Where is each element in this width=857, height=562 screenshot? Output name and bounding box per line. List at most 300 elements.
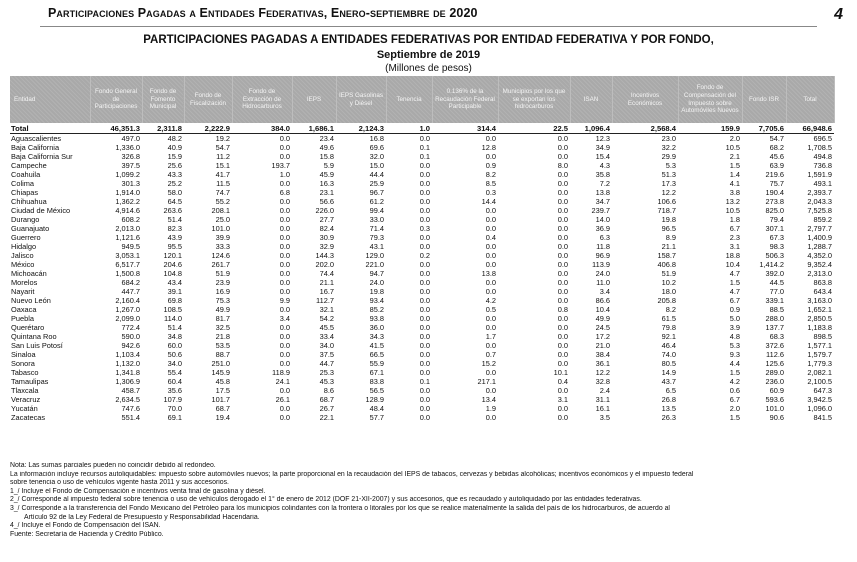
table-row xyxy=(10,215,834,224)
table-cell: 0.0 xyxy=(557,413,568,422)
table-cell: 0.7 xyxy=(485,350,496,359)
table-cell: 0.0 xyxy=(279,206,290,215)
table-cell: 10.5 xyxy=(725,206,740,215)
table-cell: 13.5 xyxy=(661,404,676,413)
table-cell: 159.9 xyxy=(678,123,742,134)
note-line: 1_/ Incluye el Fondo de Compensación e incentivos venta final de gasolina y diésel. xyxy=(10,487,266,495)
table-cell: 0.0 xyxy=(279,341,290,350)
table-cell: 1,591.9 xyxy=(807,170,832,179)
table-cell: 68.7 xyxy=(215,404,230,413)
table-header-row xyxy=(10,76,834,123)
table-cell: 2.1 xyxy=(729,152,740,161)
table-cell: 0.0 xyxy=(557,179,568,188)
table-cell: 32.9 xyxy=(319,242,334,251)
table-cell: 70.0 xyxy=(167,404,182,413)
table-cell: 80.5 xyxy=(661,359,676,368)
entity-name: Baja California xyxy=(11,143,60,152)
table-cell: 1,267.0 xyxy=(115,305,140,314)
table-cell: 49.9 xyxy=(595,314,610,323)
entity-name: Jalisco xyxy=(11,251,34,260)
table-cell: 718.7 xyxy=(657,206,676,215)
table-cell: 3,163.0 xyxy=(807,296,832,305)
table-cell: 44.4 xyxy=(369,170,384,179)
table-cell: 8.2 xyxy=(485,170,496,179)
table-cell: 51.9 xyxy=(661,269,676,278)
table-cell: 0.0 xyxy=(557,332,568,341)
table-cell: 5.3 xyxy=(729,341,740,350)
table-cell: 0.0 xyxy=(279,233,290,242)
table-cell: 551.4 xyxy=(121,413,140,422)
table-cell: 10.2 xyxy=(661,278,676,287)
table-cell: 3.8 xyxy=(729,188,740,197)
table-cell: 12.2 xyxy=(595,368,610,377)
table-cell: 26.7 xyxy=(319,404,334,413)
table-cell: 43.3 xyxy=(167,170,182,179)
table-cell: 0.4 xyxy=(557,377,568,386)
table-cell: 289.0 xyxy=(765,368,784,377)
table-cell: 239.7 xyxy=(591,206,610,215)
table-row xyxy=(10,413,834,422)
table-cell: 3,053.1 xyxy=(115,251,140,260)
table-cell: 18.0 xyxy=(661,287,676,296)
table-cell: 0.0 xyxy=(419,323,430,332)
table-cell: 7,525.8 xyxy=(807,206,832,215)
table-cell: 12.8 xyxy=(481,143,496,152)
entity-name: Chiapas xyxy=(11,188,39,197)
table-cell: 101.0 xyxy=(765,404,784,413)
table-cell: 35.6 xyxy=(167,386,182,395)
table-cell: 67.3 xyxy=(769,233,784,242)
table-units: (Millones de pesos) xyxy=(385,63,472,74)
table-cell: 273.8 xyxy=(765,197,784,206)
table-cell: 8.2 xyxy=(665,305,676,314)
entity-name: Sinaloa xyxy=(11,350,36,359)
table-cell: 17.2 xyxy=(595,332,610,341)
table-cell: 32.1 xyxy=(319,305,334,314)
entity-name: México xyxy=(11,260,35,269)
table-cell: 1,414.2 xyxy=(759,260,784,269)
table-cell: 208.1 xyxy=(211,206,230,215)
table-row xyxy=(10,134,834,144)
table-cell: 0.0 xyxy=(419,269,430,278)
table-cell: 0.0 xyxy=(279,269,290,278)
table-cell: 0.0 xyxy=(485,224,496,233)
column-header: 0.136% de la Recaudación Federal Participable xyxy=(432,76,498,123)
table-cell: 107.9 xyxy=(163,395,182,404)
table-cell: 26.1 xyxy=(275,395,290,404)
entity-name: Coahuila xyxy=(11,170,41,179)
table-cell: 69.8 xyxy=(167,296,182,305)
table-cell: 108.5 xyxy=(163,305,182,314)
table-cell: 0.4 xyxy=(485,233,496,242)
table-cell: 32.5 xyxy=(215,323,230,332)
table-cell: 0.0 xyxy=(485,152,496,161)
table-cell: 24.5 xyxy=(595,323,610,332)
note-line: 4_/ Incluye el Fondo de Compensación del ISAN. xyxy=(10,522,161,530)
table-cell: 0.0 xyxy=(279,323,290,332)
table-cell: 0.0 xyxy=(557,242,568,251)
column-header: ISAN xyxy=(570,76,612,123)
table-cell: 0.0 xyxy=(279,359,290,368)
table-cell: 8.6 xyxy=(323,386,334,395)
table-cell: 2,850.5 xyxy=(807,314,832,323)
table-cell: 0.0 xyxy=(485,386,496,395)
table-row xyxy=(10,404,834,413)
table-cell: 79.4 xyxy=(769,215,784,224)
table-cell: 949.5 xyxy=(121,242,140,251)
table-cell: 0.0 xyxy=(279,404,290,413)
column-header: Fondo de Compensación del Impuesto sobre Automóviles Nuevos xyxy=(678,76,742,123)
table-cell: 112.6 xyxy=(766,350,784,359)
table-cell: 5.9 xyxy=(323,161,334,170)
table-cell: 36.9 xyxy=(595,224,610,233)
table-body xyxy=(10,123,834,422)
table-cell: 26.3 xyxy=(661,413,676,422)
table-cell: 1.5 xyxy=(729,161,740,170)
table-cell: 11.0 xyxy=(596,278,610,287)
table-cell: 647.3 xyxy=(813,386,832,395)
table-row xyxy=(10,206,834,215)
table-cell: 4.2 xyxy=(485,296,496,305)
table-cell: 0.0 xyxy=(557,296,568,305)
table-cell: 0.1 xyxy=(419,377,430,386)
table-cell: 0.1 xyxy=(419,143,430,152)
table-cell: 75.3 xyxy=(215,296,230,305)
note-line: La información incluye recursos autoliquidables: impuesto sobre automóviles nuevos; la parte proporcional en la recaudación del IEPS de tabacos, cervezas y bebidas alcohólicas; incentivos económicos y el impuesto federal xyxy=(10,470,694,478)
entity-name: Ciudad de México xyxy=(11,206,71,215)
table-cell: 74.4 xyxy=(319,269,334,278)
entity-name: Guerrero xyxy=(11,233,41,242)
table-cell: 43.7 xyxy=(661,377,676,386)
table-cell: 37.5 xyxy=(319,350,334,359)
table-cell: 48.2 xyxy=(167,134,182,143)
column-header: Incentivos Económicos xyxy=(612,76,678,123)
table-cell: 202.0 xyxy=(315,260,334,269)
table-cell: 2,124.3 xyxy=(336,123,386,134)
entity-name: Veracruz xyxy=(11,395,41,404)
table-cell: 859.2 xyxy=(813,215,832,224)
table-cell: 2,797.7 xyxy=(807,224,832,233)
table-cell: 0.0 xyxy=(279,179,290,188)
table-cell: 1,500.8 xyxy=(115,269,140,278)
table-cell: 93.4 xyxy=(369,296,384,305)
table-cell: 0.5 xyxy=(485,305,496,314)
table-cell: 34.3 xyxy=(369,332,384,341)
entity-name: Morelos xyxy=(11,278,38,287)
table-cell: 43.4 xyxy=(167,278,182,287)
table-cell: 45.8 xyxy=(215,377,230,386)
table-cell: 56.5 xyxy=(369,386,384,395)
table-row xyxy=(10,251,834,260)
table-cell: 1,103.4 xyxy=(115,350,140,359)
column-header: Municipios por los que se exportan los hidrocarburos xyxy=(498,76,570,123)
table-cell: 10.4 xyxy=(725,260,740,269)
table-row xyxy=(10,161,834,170)
table-cell: 0.0 xyxy=(557,152,568,161)
table-cell: 35.8 xyxy=(595,170,610,179)
table-cell: 21.8 xyxy=(215,332,230,341)
table-cell: 8.5 xyxy=(485,179,496,188)
table-cell: 88.5 xyxy=(769,305,784,314)
table-cell: 14.9 xyxy=(661,368,676,377)
table-cell: 6.5 xyxy=(665,386,676,395)
column-header: Fondo ISR xyxy=(742,76,786,123)
table-cell: 590.0 xyxy=(121,332,140,341)
table-cell: 1,096.0 xyxy=(807,404,832,413)
table-cell: 1.5 xyxy=(729,413,740,422)
table-cell: 0.0 xyxy=(485,413,496,422)
table-row xyxy=(10,386,834,395)
entity-name: Tamaulipas xyxy=(11,377,49,386)
table-cell: 0.0 xyxy=(419,134,430,143)
table-cell: 18.8 xyxy=(725,251,740,260)
table-cell: 49.6 xyxy=(319,143,334,152)
table-cell: 0.0 xyxy=(419,359,430,368)
table-cell: 16.9 xyxy=(215,287,230,296)
table-cell: 57.7 xyxy=(369,413,384,422)
table-cell: 6.3 xyxy=(599,233,610,242)
table-cell: 55.9 xyxy=(369,359,384,368)
entity-name: Campeche xyxy=(11,161,47,170)
table-cell: 6.7 xyxy=(729,296,740,305)
table-row xyxy=(10,395,834,404)
table-cell: 51.4 xyxy=(167,323,182,332)
table-cell: 15.4 xyxy=(595,152,610,161)
entity-name: Zacatecas xyxy=(11,413,46,422)
table-cell: 0.0 xyxy=(419,188,430,197)
table-cell: 45.9 xyxy=(319,170,334,179)
table-cell: 0.0 xyxy=(419,215,430,224)
table-cell: 205.8 xyxy=(657,296,676,305)
table-cell: 98.3 xyxy=(769,242,784,251)
table-cell: 0.0 xyxy=(419,305,430,314)
table-cell: 204.6 xyxy=(163,260,182,269)
table-cell: 0.0 xyxy=(279,413,290,422)
table-cell: 2,393.7 xyxy=(807,188,832,197)
table-cell: 1.4 xyxy=(729,170,740,179)
table-cell: 0.0 xyxy=(557,359,568,368)
table-cell: 0.0 xyxy=(485,341,496,350)
table-cell: 75.7 xyxy=(769,179,784,188)
table-cell: 101.7 xyxy=(211,395,230,404)
table-cell: 6,517.7 xyxy=(115,260,140,269)
table-cell: 23.0 xyxy=(661,134,676,143)
table-cell: 696.5 xyxy=(813,134,832,143)
table-cell: 3.5 xyxy=(599,413,610,422)
table-cell: 32.2 xyxy=(661,143,676,152)
table-cell: 0.0 xyxy=(279,332,290,341)
table-cell: 0.0 xyxy=(485,260,496,269)
table-cell: 1.8 xyxy=(729,215,740,224)
table-cell: 69.1 xyxy=(167,413,182,422)
table-cell: 0.0 xyxy=(419,350,430,359)
table-cell: 16.8 xyxy=(369,134,384,143)
table-row xyxy=(10,332,834,341)
table-cell: 158.7 xyxy=(657,251,676,260)
table-cell: 863.8 xyxy=(813,278,832,287)
table-cell: 112.7 xyxy=(316,296,334,305)
note-line: 2_/ Corresponde al impuesto federal sobre tenencia o uso de vehículos derogado el 1° de enero de 2012 (DOF 21-XII-2007) y sus accesorios, que es recaudado y autoliquidado por las entidades federativas. xyxy=(10,496,642,504)
table-cell: 32.0 xyxy=(369,152,384,161)
entity-name: San Luis Potosí xyxy=(11,341,63,350)
table-cell: 22.5 xyxy=(498,123,570,134)
entity-name: Baja California Sur xyxy=(11,152,73,161)
table-cell: 6.7 xyxy=(729,224,740,233)
table-cell: 0.0 xyxy=(557,233,568,242)
table-cell: 56.6 xyxy=(319,197,334,206)
table-cell: 0.9 xyxy=(485,161,496,170)
table-cell: 38.4 xyxy=(595,350,610,359)
table-cell: 217.1 xyxy=(477,377,496,386)
table-cell: 8.9 xyxy=(665,233,676,242)
table-cell: 0.0 xyxy=(557,278,568,287)
entity-name: Michoacán xyxy=(11,269,47,278)
column-header: Total xyxy=(786,76,834,123)
table-cell: 0.0 xyxy=(419,233,430,242)
table-cell: 95.5 xyxy=(167,242,182,251)
table-notes xyxy=(10,462,840,539)
table-cell: 0.0 xyxy=(419,197,430,206)
table-cell: 0.0 xyxy=(279,134,290,143)
table-cell: 2,099.0 xyxy=(115,314,140,323)
table-subtitle: Septiembre de 2019 xyxy=(376,49,481,61)
table-row xyxy=(10,269,834,278)
table-cell: 14.0 xyxy=(595,215,610,224)
table-cell: 0.0 xyxy=(419,296,430,305)
table-row xyxy=(10,323,834,332)
table-cell: 17.5 xyxy=(215,386,230,395)
table-cell: 0.0 xyxy=(279,215,290,224)
table-cell: 3.4 xyxy=(599,287,610,296)
table-cell: 34.0 xyxy=(167,359,182,368)
table-cell: 22.1 xyxy=(319,413,334,422)
table-cell: 13.4 xyxy=(481,395,496,404)
table-cell: 0.0 xyxy=(557,269,568,278)
table-cell: 68.3 xyxy=(769,332,784,341)
table-cell: 92.1 xyxy=(661,332,676,341)
table-cell: 0.0 xyxy=(485,278,496,287)
table-cell: 0.0 xyxy=(279,278,290,287)
table-cell: 0.0 xyxy=(279,242,290,251)
table-cell: 1,288.7 xyxy=(807,242,832,251)
table-cell: 11.5 xyxy=(216,179,230,188)
table-cell: 25.0 xyxy=(215,215,230,224)
table-cell: 942.6 xyxy=(121,341,140,350)
table-cell: 0.0 xyxy=(557,188,568,197)
table-cell: 16.7 xyxy=(319,287,334,296)
table-cell: 11.8 xyxy=(596,242,610,251)
table-cell: 0.0 xyxy=(419,314,430,323)
entity-name: Puebla xyxy=(11,314,35,323)
table-cell: 45.3 xyxy=(319,377,334,386)
table-cell: 0.0 xyxy=(279,251,290,260)
table-cell: 219.6 xyxy=(765,170,784,179)
table-cell: 66,948.6 xyxy=(786,123,834,134)
table-cell: 1,914.0 xyxy=(115,188,140,197)
table-cell: 54.2 xyxy=(319,314,334,323)
table-cell: 0.2 xyxy=(419,251,430,260)
table-cell: 4,352.0 xyxy=(807,251,832,260)
table-cell: 0.0 xyxy=(419,206,430,215)
table-cell: 4,914.6 xyxy=(115,206,140,215)
table-cell: 2.0 xyxy=(729,134,740,143)
table-cell: 6.8 xyxy=(279,188,290,197)
table-row xyxy=(10,179,834,188)
table-row xyxy=(10,260,834,269)
table-cell: 392.0 xyxy=(765,269,784,278)
table-cell: 45.6 xyxy=(769,152,784,161)
table-cell: 86.6 xyxy=(595,296,610,305)
table-cell: 1,708.5 xyxy=(807,143,832,152)
table-cell: 30.9 xyxy=(319,233,334,242)
table-cell: 74.0 xyxy=(661,350,676,359)
table-cell: 23.4 xyxy=(319,134,334,143)
table-cell: 190.4 xyxy=(765,188,784,197)
table-cell: 16.1 xyxy=(595,404,610,413)
table-cell: 34.8 xyxy=(167,332,182,341)
table-cell: 841.5 xyxy=(813,413,832,422)
table-cell: 33.4 xyxy=(319,332,334,341)
table-cell: 21.0 xyxy=(595,341,610,350)
table-cell: 226.0 xyxy=(315,206,334,215)
entity-name: Yucatán xyxy=(11,404,38,413)
table-cell: 51.4 xyxy=(167,215,182,224)
table-cell: 9.3 xyxy=(729,350,740,359)
table-cell: 2,100.5 xyxy=(807,377,832,386)
table-cell: 0.0 xyxy=(419,278,430,287)
table-cell: 0.0 xyxy=(419,341,430,350)
table-cell: 114.0 xyxy=(164,314,182,323)
table-cell: 4.1 xyxy=(729,179,740,188)
table-cell: 1,400.9 xyxy=(807,233,832,242)
table-cell: 29.9 xyxy=(661,152,676,161)
entity-name: Total xyxy=(10,123,90,134)
table-cell: 39.1 xyxy=(167,287,182,296)
table-cell: 736.8 xyxy=(813,161,832,170)
note-line: Artículo 92 de la Ley Federal de Presupuesto y Responsabilidad Hacendaria. xyxy=(24,513,260,521)
table-cell: 99.4 xyxy=(369,206,384,215)
table-cell: 23.1 xyxy=(319,188,334,197)
table-cell: 3.1 xyxy=(557,395,568,404)
entity-name: Oaxaca xyxy=(11,305,37,314)
table-cell: 79.8 xyxy=(661,323,676,332)
table-cell: 0.0 xyxy=(557,404,568,413)
table-cell: 9,352.4 xyxy=(807,260,832,269)
table-cell: 68.2 xyxy=(769,143,784,152)
table-row xyxy=(10,143,834,152)
table-cell: 314.4 xyxy=(432,123,498,134)
running-head: Participaciones Pagadas a Entidades Federativas, Enero-septiembre de 2020 xyxy=(48,6,478,20)
table-cell: 129.0 xyxy=(365,251,384,260)
table-cell: 104.8 xyxy=(163,269,182,278)
table-cell: 13.8 xyxy=(595,188,610,197)
table-cell: 0.0 xyxy=(279,260,290,269)
column-header: Fondo de Fomento Municipal xyxy=(142,76,184,123)
table-cell: 0.0 xyxy=(557,251,568,260)
table-cell: 825.0 xyxy=(765,206,784,215)
table-cell: 2,568.4 xyxy=(612,123,678,134)
table-cell: 0.8 xyxy=(557,305,568,314)
table-cell: 307.1 xyxy=(765,224,784,233)
table-cell: 0.0 xyxy=(419,260,430,269)
table-cell: 397.5 xyxy=(121,161,140,170)
table-cell: 236.0 xyxy=(765,377,784,386)
table-cell: 60.4 xyxy=(167,377,182,386)
table-cell: 0.0 xyxy=(279,152,290,161)
table-cell: 0.0 xyxy=(279,350,290,359)
table-cell: 61.5 xyxy=(661,314,676,323)
table-cell: 21.1 xyxy=(319,278,334,287)
